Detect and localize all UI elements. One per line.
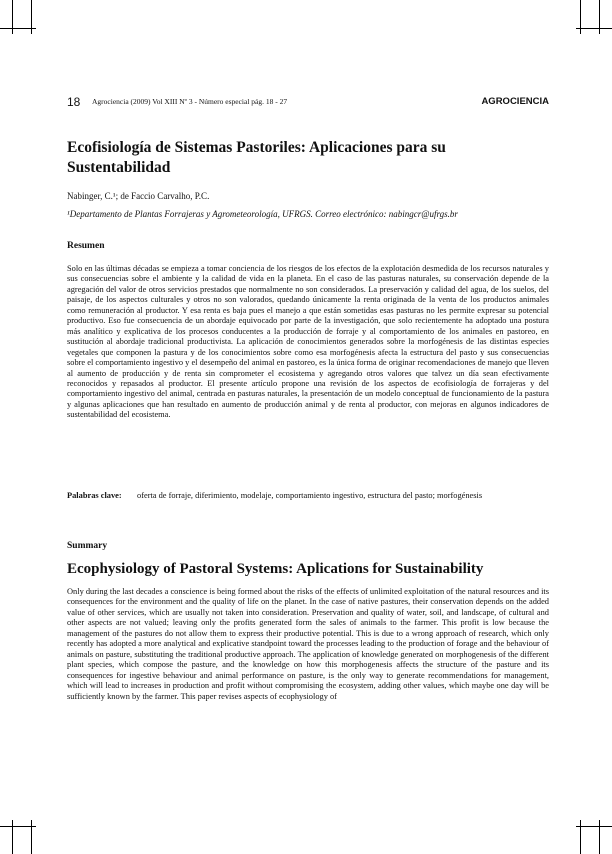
summary-text: Only during the last decades a conscience is being formed about the risks of the effects of unlimited exploitation of the natural resources and its consequences for the environment and the quality of life on the planet. In the case of native pastures, their conservation depends on the added value of other services, which are usually not taken into consideration. Preservation and quality of water, soil, and landscape, of cultural and other aspects are not valued; leaving only the profits generated form the sales of animals to the farmer. This profit is low because the management of the pastures do not allow them to express their productive potential. This is due to a wrong approach of research, which only recently has adopted a more analytical and explicative standpoint toward the processes leading to the production of forage and the behaviour of animals on pasture, substituting the traditional productive approach. The application of knowledge generated on morphogenesis of the different plant species, which compose the pasture, and the knowledge on how this morphogenesis affects the structure of the pasture and its consequences for ingestive behaviour and animal performance on pasture, is the only way to generate recommendations for management, which will lead to increases in production and profit without compromising the ecosystem, adding other values, which maybe one day will be sufficiently known by the farmer. This paper revises aspects of ecophysiology of bbox=[67, 587, 549, 701]
resumen-text: Solo en las últimas décadas se empieza a tomar conciencia de los riesgos de los efectos de la explotación desmedida de los recursos naturales y sus consecuencias sobre el ambiente y la calidad de vida en la planeta. En el caso de las pasturas naturales, su conservación depende de la agregación del valor de otros servicios prestados que normalmente no son considerados. La preservación y calidad del agua, de los suelos, del paisaje, de los aspectos culturales y otros no son valorados, quedando únicamente la renta originada de la venta de los productos animales como remuneración al productor. Y esa renta es baja pues el manejo a que están sometidas esas pasturas no les permite expresar su potencial productivo. Eso fue consecuencia de un abordaje equivocado por parte de la investigación, que solo recientemente ha adoptado una postura más analítico y explicativa de los procesos conducentes a la producción de forraje y al comportamiento de los animales en pastoreo, en sustitución al abordaje tradicional productivista. La aplicación de conocimientos generados sobre la morfogénesis de las distintas especies vegetales que componen la pastura y de los conocimientos sobre como esa morfogénesis afecta la estructura del pasto y sus consecuencias sobre el comportamiento ingestivo y el desempeño del animal en pastoreo, es la única forma de originar recomendaciones de manejo que lleven al aumento de producción y de renta sin comprometer el ecosistema y agregando otros valores que talvez un día sean efectivamente reconocidos y repasados al productor. El presente artículo propone una revisión de los aspectos de ecofisiología de forrajeras y del comportamiento ingestivo del animal, centrada en pasturas naturales, la presentación de un modelo conceptual de funcionamiento de la pastura y algunas aplicaciones que han resultado en aumento de producción animal y de renta al productor, con mejoras en algunos indicadores de sustentabilidad del ecosistema. bbox=[67, 264, 549, 420]
authors: Nabinger, C.¹; de Faccio Carvalho, P.C. bbox=[67, 191, 210, 201]
crop-mark bbox=[31, 820, 32, 854]
crop-mark bbox=[12, 820, 13, 854]
article-title-es: Ecofisiología de Sistemas Pastoriles: Aplicaciones para su Sustentabilidad bbox=[67, 139, 446, 176]
keywords-text: oferta de forraje, diferimiento, modelaje, comportamiento ingestivo, estructura del pasto; morfogénesis bbox=[137, 491, 483, 500]
article-title-en: Ecophysiology of Pastoral Systems: Aplications for Sustainability bbox=[67, 561, 484, 577]
crop-mark bbox=[599, 820, 600, 854]
page-header bbox=[67, 95, 549, 111]
running-head: Agrociencia (2009) Vol XIII Nº 3 - Número especial pág. 18 - 27 bbox=[92, 97, 288, 106]
crop-mark bbox=[580, 820, 581, 854]
crop-mark bbox=[31, 0, 32, 34]
page-number: 18 bbox=[67, 95, 81, 109]
affiliation: ¹Departamento de Plantas Forrajeras y Agrometeorología, UFRGS. Correo electrónico: nabingcr@ufrgs.br bbox=[67, 209, 458, 219]
keywords-label: Palabras clave: bbox=[67, 491, 122, 500]
resumen-heading: Resumen bbox=[67, 241, 105, 251]
crop-mark bbox=[599, 0, 600, 34]
journal-name: AGROCIENCIA bbox=[481, 96, 549, 107]
crop-mark bbox=[12, 0, 13, 34]
crop-mark bbox=[576, 826, 612, 827]
crop-mark bbox=[576, 28, 612, 29]
summary-heading: Summary bbox=[67, 541, 108, 551]
crop-mark bbox=[580, 0, 581, 34]
